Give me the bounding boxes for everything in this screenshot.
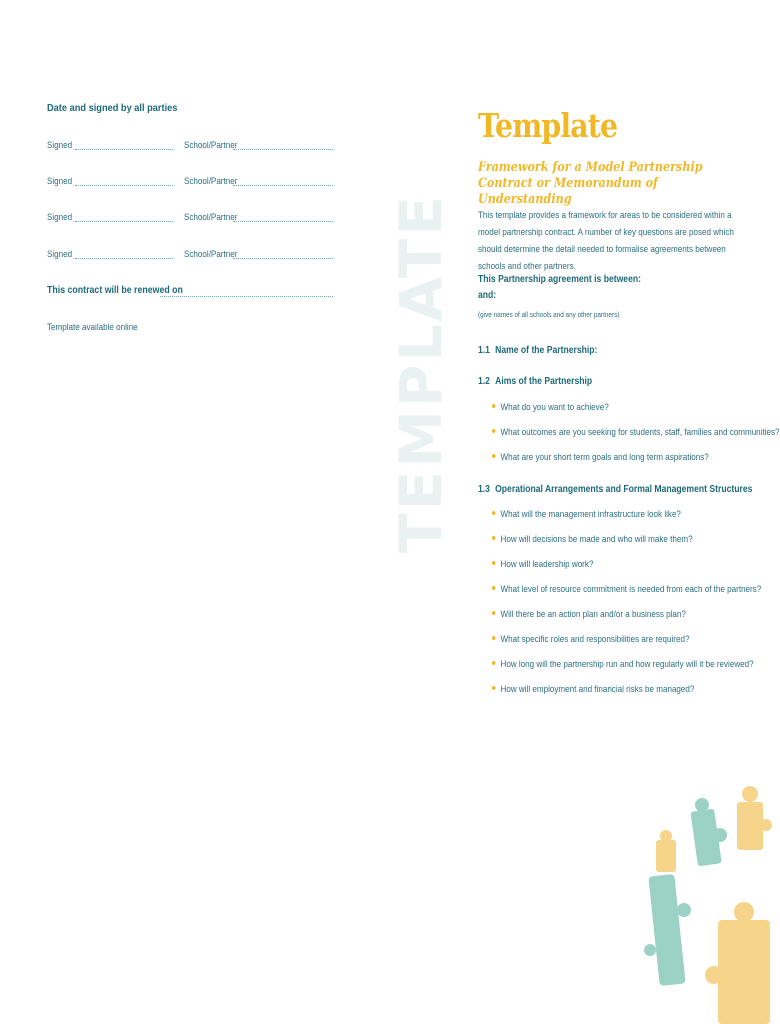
signature-row	[47, 140, 337, 154]
section-title: Operational Arrangements and Formal Management Structures	[495, 484, 753, 495]
bullet-icon	[492, 636, 495, 640]
signed-label: Signed	[47, 212, 73, 223]
section-title: Aims of the Partnership	[495, 376, 593, 387]
list-item-text: What level of resource commitment is needed from each of the partners?	[500, 584, 762, 595]
intro-paragraph: This template provides a framework for areas to be considered within a model partnership contract. A number of key questions are posed which should determine the detail needed to formalise agreements between schools and other partners.	[478, 210, 734, 272]
list-item-text: How will leadership work?	[500, 559, 594, 570]
list-item	[492, 427, 780, 438]
page-title: Template	[478, 106, 618, 145]
signature-line[interactable]	[75, 149, 173, 150]
partner-label: School/Partner	[184, 212, 238, 223]
between-label: This Partnership agreement is between:	[478, 274, 641, 285]
partner-line[interactable]	[233, 149, 333, 150]
list-item	[492, 609, 686, 620]
list-item-text: How will employment and financial risks be managed?	[500, 684, 695, 695]
puzzle-piece-icon	[737, 786, 772, 850]
bullet-icon	[492, 586, 495, 590]
section-number: 1.3	[478, 484, 490, 495]
list-item-text: Will there be an action plan and/or a business plan?	[500, 609, 686, 620]
signature-line[interactable]	[75, 221, 173, 222]
bullet-icon	[492, 404, 495, 408]
list-item-text: How long will the partnership run and how regularly will it be reviewed?	[500, 659, 754, 670]
partner-label: School/Partner	[184, 176, 238, 187]
partner-label: School/Partner	[184, 140, 238, 151]
renewal-row	[47, 285, 337, 299]
section-number: 1.1	[478, 345, 490, 356]
list-item	[492, 509, 681, 520]
signature-row	[47, 176, 337, 190]
list-item	[492, 634, 689, 645]
list-item	[492, 402, 609, 413]
names-note: (give names of all schools and any other partners)	[478, 310, 620, 319]
partner-label: School/Partner	[184, 249, 238, 260]
bullet-icon	[492, 561, 495, 565]
list-item	[492, 559, 593, 570]
list-item	[492, 684, 694, 695]
signature-line[interactable]	[75, 258, 173, 259]
list-item	[492, 659, 754, 670]
list-item-text: What outcomes are you seeking for students, staff, families and communities?	[500, 427, 780, 438]
section-heading	[478, 484, 752, 495]
signed-label: Signed	[47, 140, 73, 151]
puzzle-piece-icon	[690, 798, 727, 866]
section-heading	[478, 345, 597, 356]
bullet-icon	[492, 454, 495, 458]
puzzle-pieces-art	[640, 780, 770, 1024]
bullet-icon	[492, 686, 495, 690]
list-item-text: What specific roles and responsibilities are required?	[500, 634, 690, 645]
online-note: Template available online	[47, 322, 138, 333]
and-label: and:	[478, 290, 497, 301]
signature-line[interactable]	[75, 185, 173, 186]
list-item-text: What will the management infrastructure look like?	[500, 509, 681, 520]
renewal-label: This contract will be renewed on	[47, 285, 183, 296]
partner-line[interactable]	[233, 221, 333, 222]
list-item-text: What are your short term goals and long term aspirations?	[500, 452, 709, 463]
page-subtitle: Framework for a Model Partnership Contract or Memorandum of Understanding	[478, 160, 703, 207]
list-item-text: What do you want to achieve?	[500, 402, 609, 413]
puzzle-piece-icon	[656, 830, 676, 872]
section-heading	[478, 376, 592, 387]
list-item	[492, 584, 761, 595]
bullet-icon	[492, 536, 495, 540]
watermark	[387, 100, 455, 645]
signature-row	[47, 249, 337, 263]
bullet-icon	[492, 661, 495, 665]
partner-line[interactable]	[233, 258, 333, 259]
signature-row	[47, 212, 337, 226]
bullet-icon	[492, 429, 495, 433]
signed-label: Signed	[47, 176, 73, 187]
partner-line[interactable]	[233, 185, 333, 186]
puzzle-piece-icon	[705, 902, 770, 1024]
watermark-text: TEMPLATE	[387, 192, 455, 553]
signature-heading: Date and signed by all parties	[47, 102, 178, 114]
list-item	[492, 452, 709, 463]
list-item	[492, 534, 693, 545]
puzzle-piece-icon	[644, 874, 691, 986]
bullet-icon	[492, 511, 495, 515]
bullet-icon	[492, 611, 495, 615]
signed-label: Signed	[47, 249, 73, 260]
list-item-text: How will decisions be made and who will make them?	[500, 534, 693, 545]
section-number: 1.2	[478, 376, 490, 387]
renewal-date-line[interactable]	[160, 296, 333, 297]
section-title: Name of the Partnership:	[495, 345, 598, 356]
